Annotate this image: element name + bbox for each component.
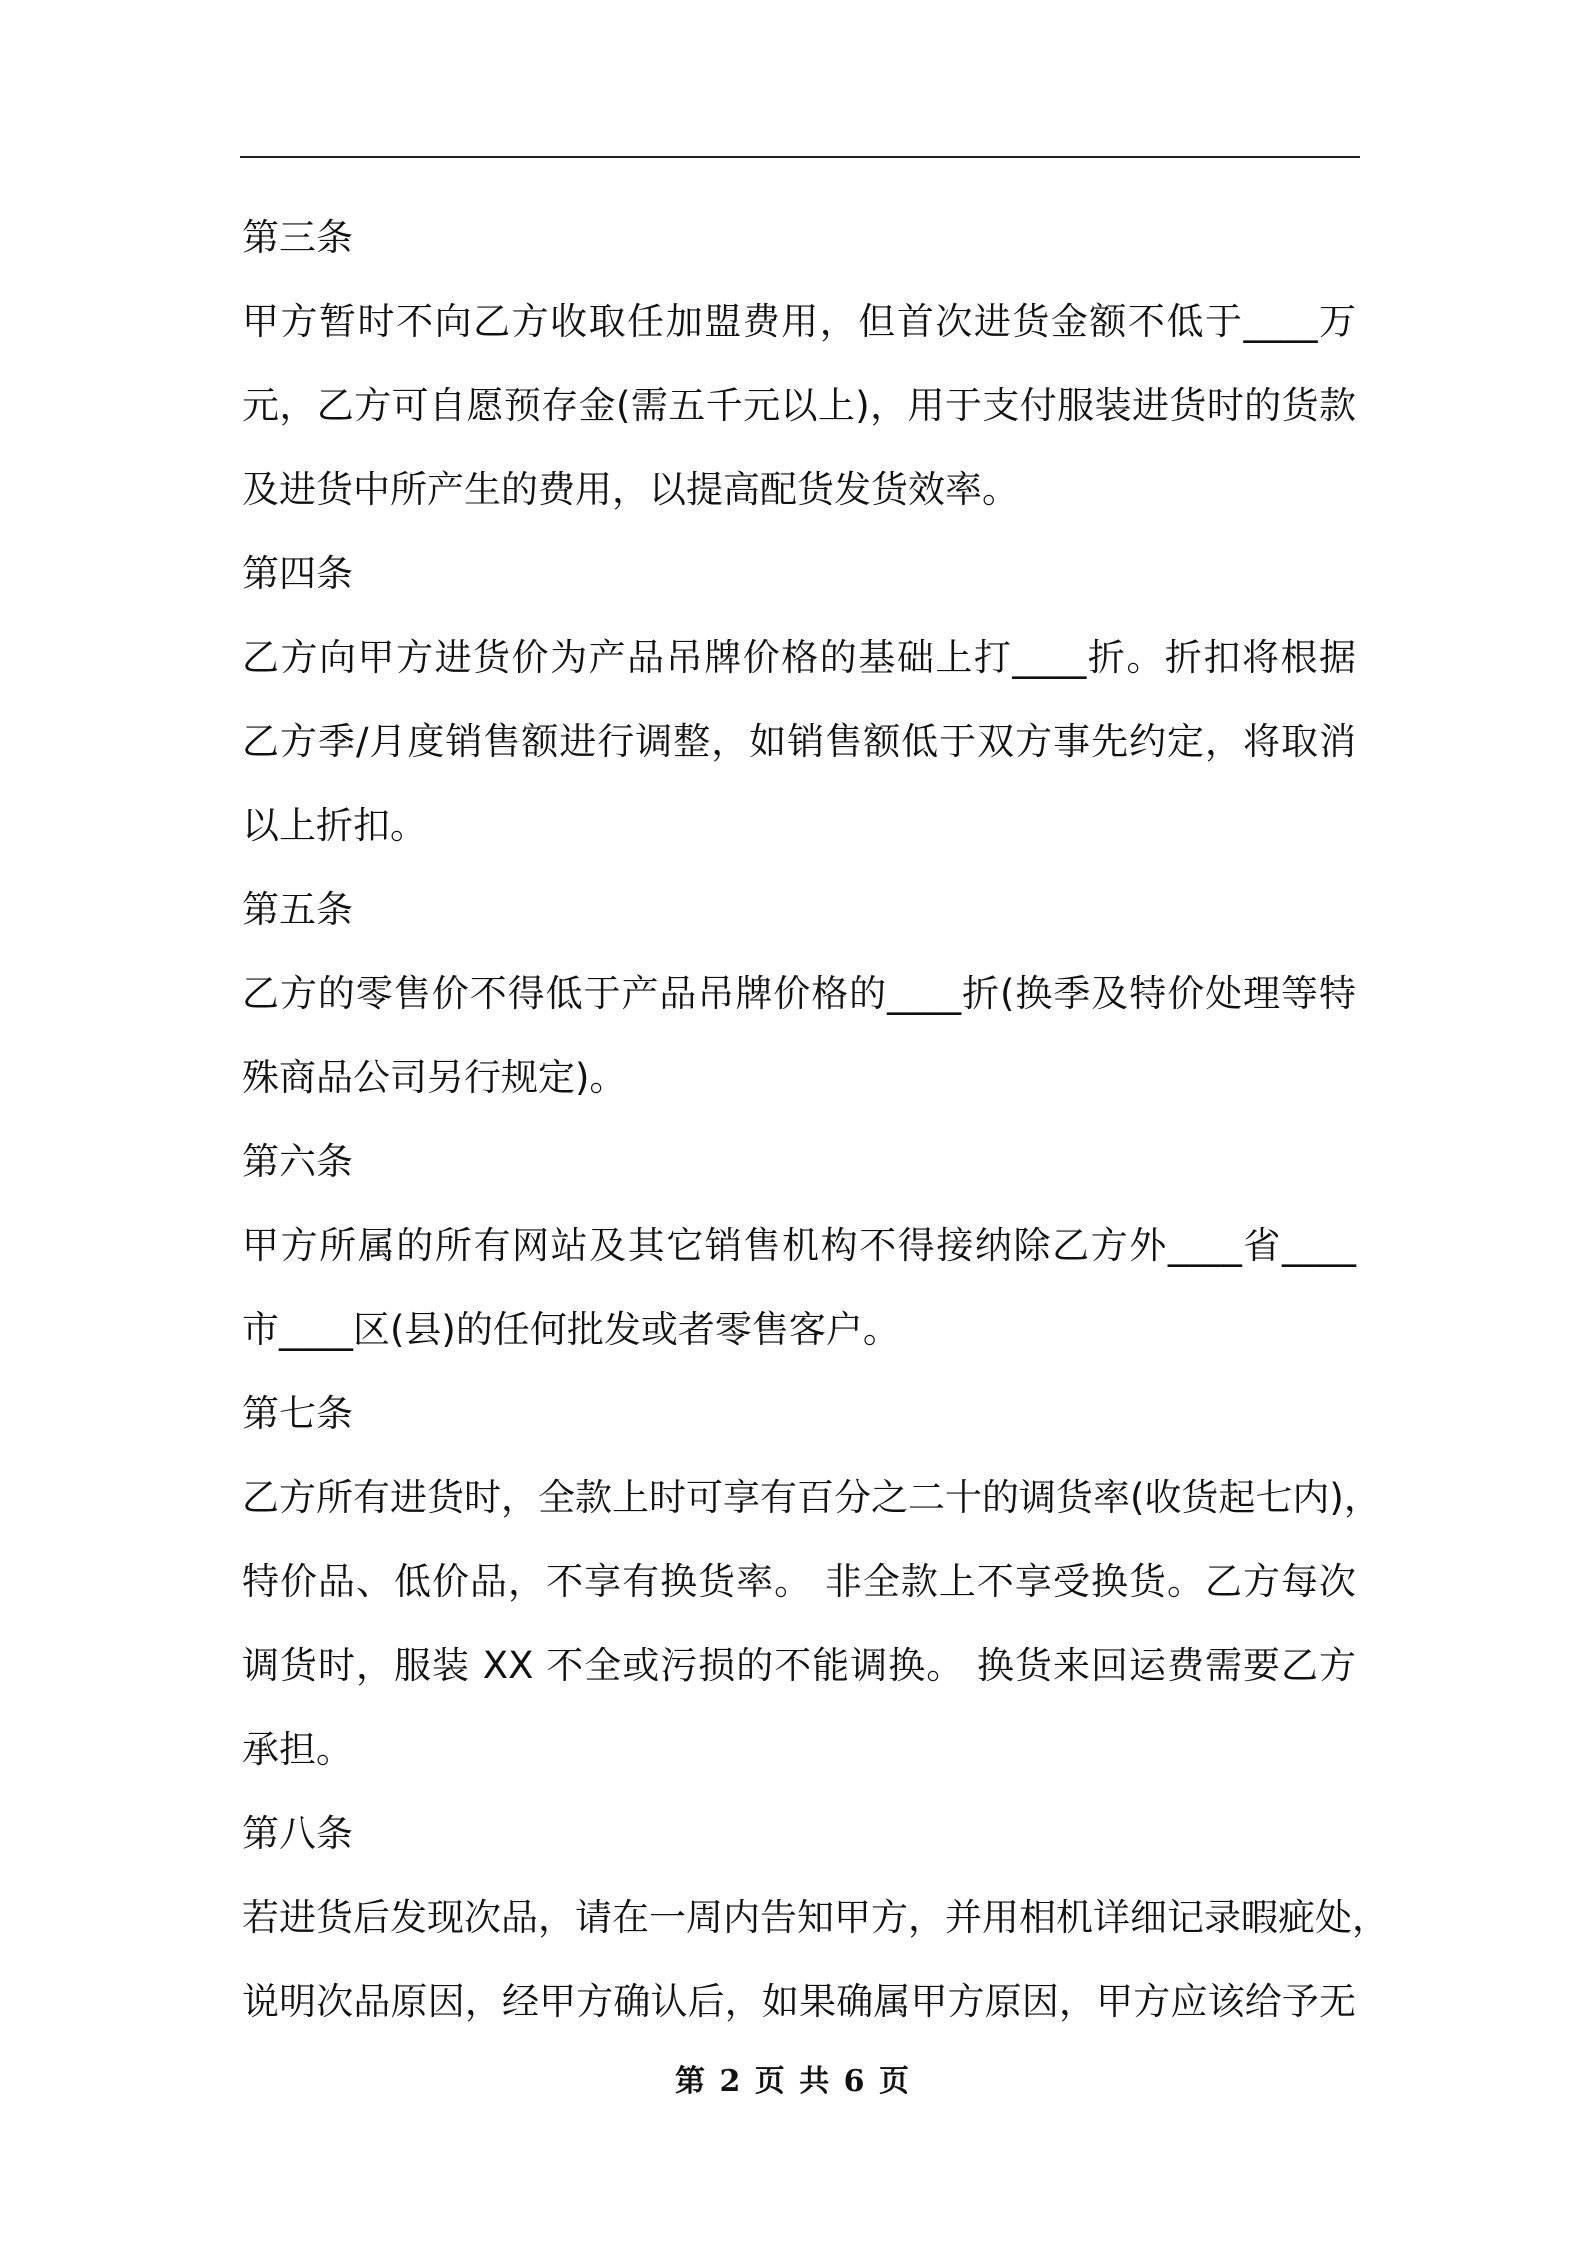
article-heading-7: 第七条 <box>242 1392 353 1435</box>
article-6-line-2: 市____区(县)的任何批发或者零售客户。 <box>242 1308 900 1351</box>
article-7-line-4: 承担。 <box>242 1728 353 1771</box>
article-7-line-2: 特价品、低价品，不享有换货率。 非全款上不享受换货。乙方每次 <box>242 1560 1356 1603</box>
page-number-footer: 第 2 页 共 6 页 <box>675 2064 911 2099</box>
article-7-line-1: 乙方所有进货时，全款上时可享有百分之二十的调货率(收货起七内)， <box>242 1476 1381 1519</box>
article-3-line-2: 元，乙方可自愿预存金(需五千元以上)，用于支付服装进货时的货款 <box>242 384 1356 427</box>
article-7-line-3: 调货时，服装 XX 不全或污损的不能调换。 换货来回运费需要乙方 <box>242 1644 1356 1687</box>
article-heading-5: 第五条 <box>242 888 353 931</box>
article-4-line-1: 乙方向甲方进货价为产品吊牌价格的基础上打____折。折扣将根据 <box>242 636 1356 679</box>
article-3-line-1: 甲方暂时不向乙方收取任加盟费用，但首次进货金额不低于____万 <box>242 300 1356 343</box>
article-5-line-2: 殊商品公司另行规定)。 <box>242 1056 627 1099</box>
article-heading-6: 第六条 <box>242 1140 353 1183</box>
article-heading-8: 第八条 <box>242 1812 353 1855</box>
header-rule <box>240 156 1360 158</box>
article-5-line-1: 乙方的零售价不得低于产品吊牌价格的____折(换季及特价处理等特 <box>242 972 1356 1015</box>
article-heading-3: 第三条 <box>242 216 353 259</box>
article-4-line-2: 乙方季/月度销售额进行调整，如销售额低于双方事先约定，将取消 <box>242 720 1356 763</box>
contract-body <box>242 196 1389 2044</box>
article-heading-4: 第四条 <box>242 552 353 595</box>
article-8-line-2: 说明次品原因，经甲方确认后，如果确属甲方原因，甲方应该给予无 <box>242 1980 1356 2023</box>
article-4-line-3: 以上折扣。 <box>242 804 427 847</box>
article-6-line-1: 甲方所属的所有网站及其它销售机构不得接纳除乙方外____省____ <box>242 1224 1356 1267</box>
article-3-line-3: 及进货中所产生的费用，以提高配货发货效率。 <box>242 468 1019 511</box>
article-8-line-1: 若进货后发现次品，请在一周内告知甲方，并用相机详细记录暇疵处， <box>242 1896 1389 1939</box>
